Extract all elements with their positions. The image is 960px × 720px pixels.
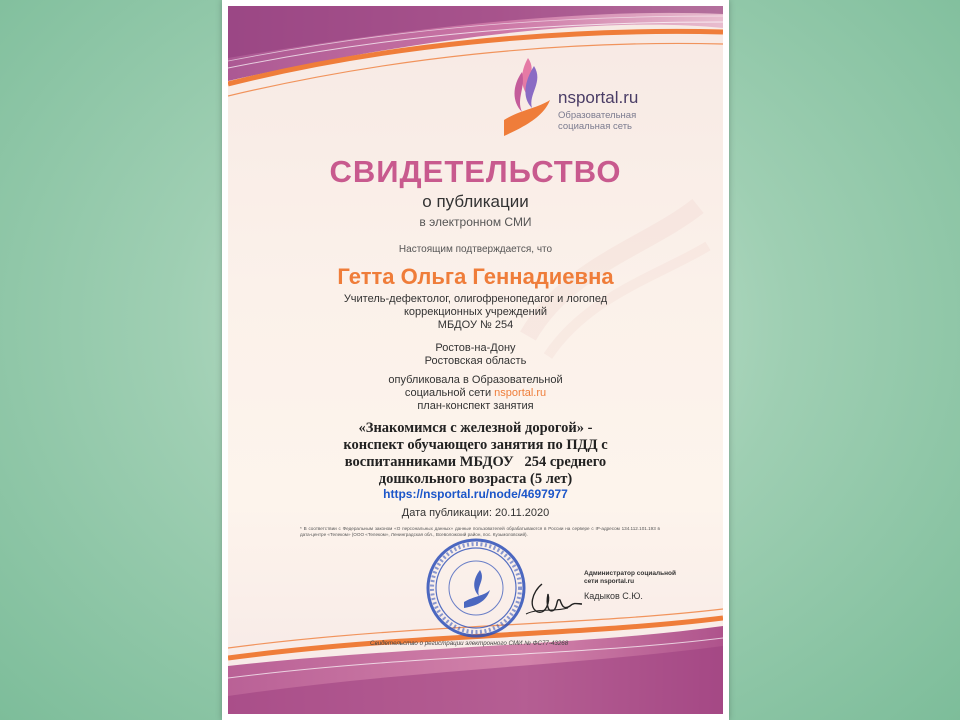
- position-line: коррекционных учреждений: [404, 306, 547, 318]
- admin-line: Администратор социальной: [584, 570, 676, 577]
- admin-name: Кадыков С.Ю.: [584, 591, 643, 601]
- certificate-paper: [228, 6, 723, 714]
- city-line: Ростов-на-Дону: [435, 342, 516, 354]
- work-url-link[interactable]: https://nsportal.ru/node/4697977: [383, 487, 568, 501]
- logo-subtitle-line: Образовательная: [558, 110, 637, 121]
- work-title-line: воспитанниками МБДОУ 254 среднего: [344, 454, 607, 470]
- logo-name: nsportal.ru: [558, 88, 639, 107]
- certificate-subtitle: о публикации: [422, 192, 529, 211]
- person-position: [228, 293, 723, 332]
- certificate-title: СВИДЕТЕЛЬСТВО: [329, 154, 622, 189]
- publication-date: Дата публикации: 20.11.2020: [401, 507, 550, 519]
- stamp-seal-icon: [424, 536, 528, 640]
- published-line-prefix: социальной сети: [404, 387, 495, 399]
- person-location: [228, 342, 723, 368]
- work-title-line: «Знакомимся с железной дорогой» -: [358, 420, 593, 436]
- admin-title: [584, 570, 704, 586]
- published-statement: [228, 374, 723, 413]
- nsportal-link-text: nsportal.ru: [494, 387, 547, 399]
- registration-note: Свидетельство о регистрации электронного СМИ № ФС77-43268: [370, 640, 569, 647]
- logo-subtitle: [558, 110, 668, 132]
- region-line: Ростовская область: [424, 355, 527, 367]
- signature-icon: [524, 578, 584, 622]
- person-name: Гетта Ольга Геннадиевна: [337, 264, 614, 289]
- logo-subtitle-line: социальная сеть: [558, 121, 632, 132]
- position-line: МБДОУ № 254: [437, 319, 514, 331]
- footnote: * В соответствии с Федеральным законом «О персональных данных» данные пользователей обрабатываются в России на сервере с IP-адресом 134.112.101.193 в дата-центре «Телеком» (ООО «Телеком», Ленинградская обл., Всеволожский район, пос. Кузьмоловский).: [300, 526, 660, 537]
- admin-line: сети nsportal.ru: [584, 578, 635, 585]
- work-title-line: конспект обучающего занятия по ПДД с: [343, 437, 608, 453]
- published-line: опубликовала в Образовательной: [388, 374, 563, 386]
- certificate-subtitle-small: в электронном СМИ: [419, 215, 532, 229]
- work-title: [228, 420, 723, 488]
- position-line: Учитель-дефектолог, олигофренопедагог и логопед: [343, 293, 608, 305]
- confirm-text: Настоящим подтверждается, что: [398, 244, 553, 255]
- certificate-frame: [222, 0, 729, 720]
- published-line: план-конспект занятия: [417, 400, 534, 412]
- nsportal-flame-icon: [498, 54, 554, 144]
- work-title-line: дошкольного возраста (5 лет): [378, 471, 573, 487]
- published-line: [228, 387, 723, 400]
